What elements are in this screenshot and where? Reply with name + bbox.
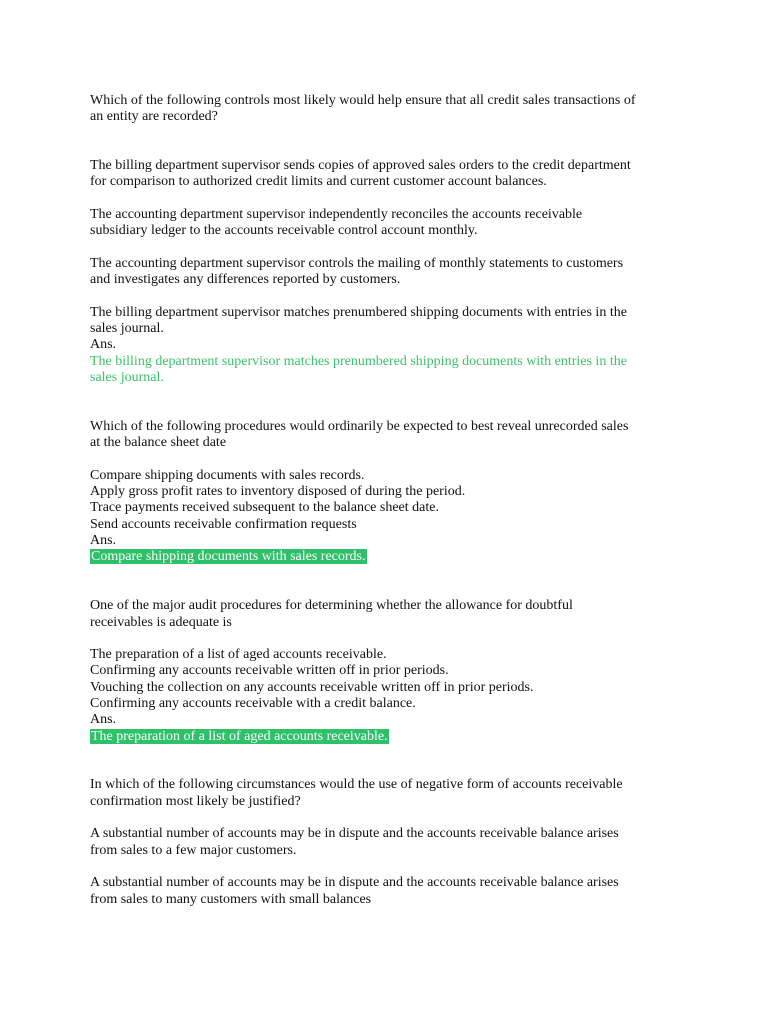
q1-option-b xyxy=(90,207,690,240)
q3-option-a: The preparation of a list of aged accounts receivable. xyxy=(90,647,387,663)
q2-ans-label: Ans. xyxy=(90,533,117,549)
q1-answer xyxy=(90,354,690,387)
q3-answer-line xyxy=(90,729,690,745)
q1-question-line-2: an entity are recorded? xyxy=(90,109,218,125)
q3-ans-label: Ans. xyxy=(90,712,117,728)
q1-option-b-line-2: subsidiary ledger to the accounts receivable control account monthly. xyxy=(90,223,478,239)
q3-question-line-2: receivables is adequate is xyxy=(90,614,232,630)
q1-option-a-line-2: for comparison to authorized credit limits and current customer account balances. xyxy=(90,174,547,190)
q3-option-c: Vouching the collection on any accounts receivable written off in prior periods. xyxy=(90,679,534,695)
q4-option-a-line-1: A substantial number of accounts may be in dispute and the accounts receivable balance arises xyxy=(90,826,619,842)
q3-question xyxy=(90,598,690,631)
q4-question-line-1: In which of the following circumstances would the use of negative form of accounts receivable xyxy=(90,777,623,793)
q1-option-b-line-1: The accounting department supervisor independently reconciles the accounts receivable xyxy=(90,207,583,223)
q2-option-c: Trace payments received subsequent to the balance sheet date. xyxy=(90,500,439,516)
q4-option-b-line-2: from sales to many customers with small balances xyxy=(90,891,372,907)
q4-question-line-2: confirmation most likely be justified? xyxy=(90,793,301,809)
q3-answer: The preparation of a list of aged accounts receivable. xyxy=(91,728,388,744)
q1-option-c-line-2: and investigates any differences reported by customers. xyxy=(90,272,401,288)
q3-option-b: Confirming any accounts receivable written off in prior periods. xyxy=(90,663,449,679)
q1-answer-line-2: sales journal. xyxy=(90,370,164,386)
q2-options xyxy=(90,468,690,533)
q1-option-a-line-1: The billing department supervisor sends copies of approved sales orders to the credit department xyxy=(90,158,631,174)
document-page xyxy=(90,93,690,908)
q2-answer-line xyxy=(90,549,690,565)
q2-question xyxy=(90,419,690,452)
q2-question-line-1: Which of the following procedures would ordinarily be expected to best reveal unrecorded sales xyxy=(90,418,629,434)
q1-option-d-line-1: The billing department supervisor matches prenumbered shipping documents with entries in the xyxy=(90,304,627,320)
q3-question-line-1: One of the major audit procedures for determining whether the allowance for doubtful xyxy=(90,598,573,614)
q1-question-line-1: Which of the following controls most likely would help ensure that all credit sales transactions of xyxy=(90,93,636,108)
q1-option-d xyxy=(90,305,690,338)
q2-option-b: Apply gross profit rates to inventory disposed of during the period. xyxy=(90,484,466,500)
q4-option-a xyxy=(90,826,690,859)
q2-question-line-2: at the balance sheet date xyxy=(90,435,227,451)
q4-question xyxy=(90,777,690,810)
q1-option-d-line-2: sales journal. xyxy=(90,321,164,337)
q4-option-b xyxy=(90,875,690,908)
q2-answer: Compare shipping documents with sales records. xyxy=(91,549,366,565)
q1-answer-line-1: The billing department supervisor matches prenumbered shipping documents with entries in the xyxy=(90,353,627,369)
q4-option-b-line-1: A substantial number of accounts may be in dispute and the accounts receivable balance arises xyxy=(90,875,619,891)
q1-option-c-line-1: The accounting department supervisor controls the mailing of monthly statements to customers xyxy=(90,255,624,271)
q1-option-c xyxy=(90,256,690,289)
q1-ans-label: Ans. xyxy=(90,337,117,353)
q1-option-a xyxy=(90,158,690,191)
q4-option-a-line-2: from sales to a few major customers. xyxy=(90,842,297,858)
q1-question xyxy=(90,93,690,126)
q2-option-d: Send accounts receivable confirmation requests xyxy=(90,516,357,532)
q3-option-d: Confirming any accounts receivable with a credit balance. xyxy=(90,695,416,711)
q2-option-a: Compare shipping documents with sales records. xyxy=(90,467,365,483)
q3-options xyxy=(90,647,690,712)
